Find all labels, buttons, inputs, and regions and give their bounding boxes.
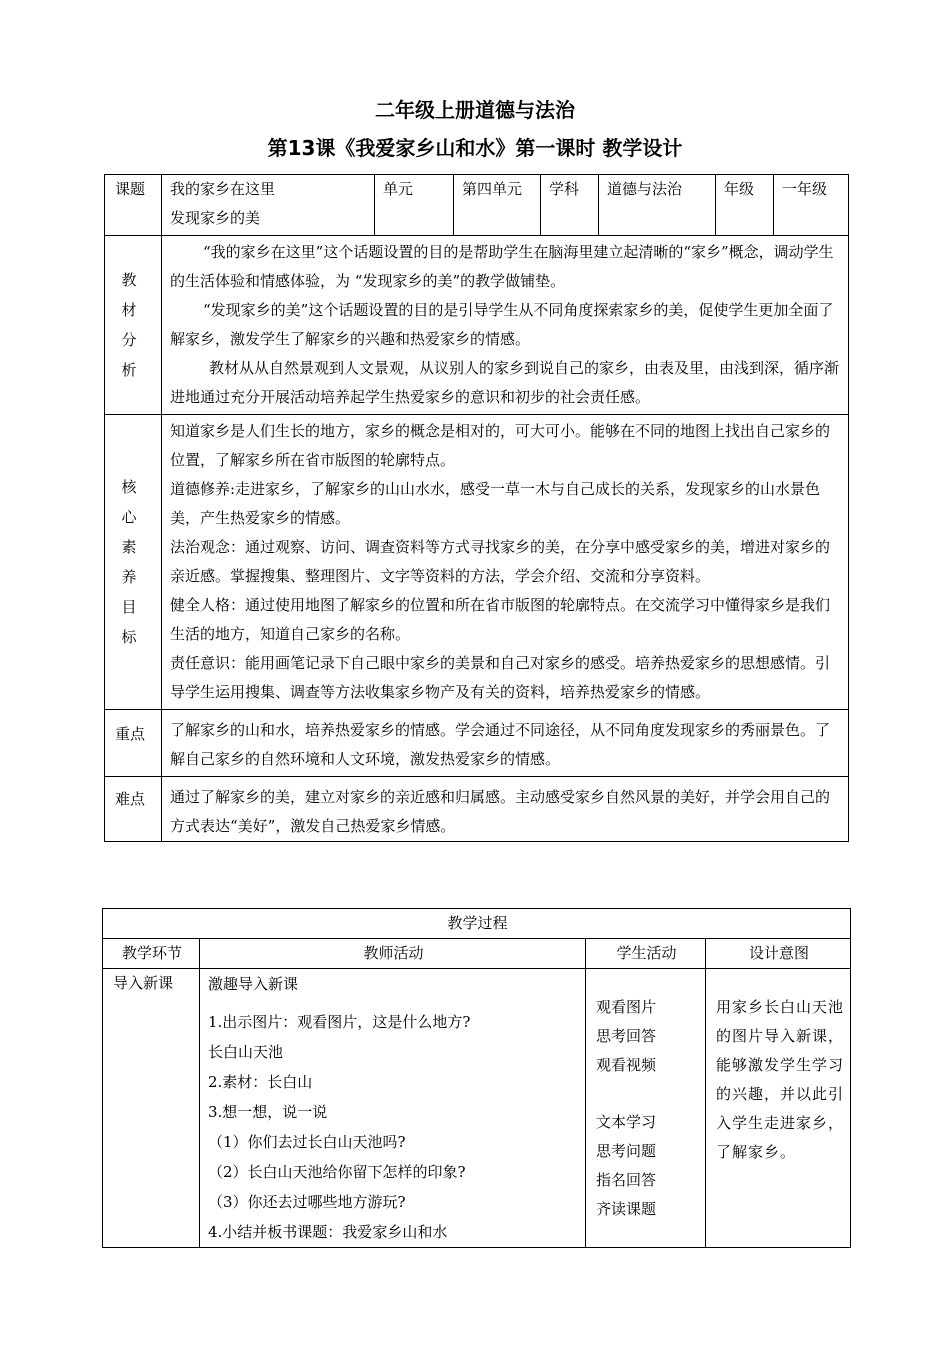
analysis-paragraph: 教材从从自然景观到人文景观，从议别人的家乡到说自己的家乡，由表及里，由浅到深，循序渐进地通过充分开展活动培养起学生热爱家乡的意识和初步的社会责任感。: [170, 359, 840, 406]
subject-label: 学科: [541, 175, 599, 236]
analysis-content: [162, 236, 849, 415]
goal-paragraph: 法治观念：通过观察、访问、调查资料等方式寻找家乡的美，在分享中感受家乡的美，增进对家乡的亲近感。掌握搜集、整理图片、文字等资料的方法，学会介绍、交流和分享资料。: [170, 538, 831, 585]
key-points-text: 了解家乡的山和水，培养热爱家乡的情感。学会通过不同途径，从不同角度发现家乡的秀丽景色。了解自己家乡的自然环境和人文环境，激发热爱家乡的情感。: [162, 710, 849, 777]
goal-paragraph: 道德修养:走进家乡，了解家乡的山山水水，感受一草一木与自己成长的关系，发现家乡的山水景色美，产生热爱家乡的情感。: [170, 480, 821, 527]
analysis-label-line: 教 材: [121, 271, 145, 319]
process-header-teacher: 教师活动: [200, 939, 586, 969]
design-intent: 用家乡长白山天池的图片导入新课，能够激发学生学习的兴趣，并以此引入学生走进家乡，了解家乡。: [706, 969, 851, 1248]
analysis-label: [105, 236, 162, 415]
goals-label-line: 核 心: [121, 478, 145, 526]
student-activity: [586, 969, 706, 1248]
teacher-line: 1.出示图片：观看图片，这是什么地方?: [208, 1013, 471, 1031]
difficulties-label: 难点: [105, 777, 162, 842]
goal-paragraph: 知道家乡是人们生长的地方，家乡的概念是相对的，可大可小。能够在不同的地图上找出自己家乡的位置，了解家乡所在省市版图的轮廓特点。: [170, 422, 831, 469]
topic-label: 课题: [105, 175, 162, 236]
analysis-paragraph: “我的家乡在这里”这个话题设置的目的是帮助学生在脑海里建立起清晰的“家乡”概念，调动学生的生活体验和情感体验，为 “发现家乡的美”的教学做铺垫。: [170, 243, 834, 290]
teacher-line: 2.素材：长白山: [208, 1073, 313, 1091]
process-header-intent: 设计意图: [706, 939, 851, 969]
topic-line: 发现家乡的美: [170, 209, 261, 227]
goal-paragraph: 健全人格：通过使用地图了解家乡的位置和所在省市版图的轮廓特点。在交流学习中懂得家乡是我们生活的地方，知道自己家乡的名称。: [170, 596, 831, 643]
goals-label: [105, 415, 162, 710]
stage-name: 导入新课: [103, 969, 200, 1248]
teacher-line: （3）你还去过哪些地方游玩?: [208, 1193, 406, 1211]
goal-paragraph: 责任意识：能用画笔记录下自己眼中家乡的美景和自己对家乡的感受。培养热爱家乡的思想感情。引导学生运用搜集、调查等方法收集家乡物产及有关的资料，培养热爱家乡的情感。: [170, 654, 831, 701]
difficulties-text: 通过了解家乡的美，建立对家乡的亲近感和归属感。主动感受家乡自然风景的美好，并学会用自己的方式表达“美好”，激发自己热爱家乡情感。: [162, 777, 849, 842]
grade-label: 年级: [716, 175, 774, 236]
analysis-paragraph: “发现家乡的美”这个话题设置的目的是引导学生从不同角度探索家乡的美，促使学生更加全面了解家乡，激发学生了解家乡的兴趣和热爱家乡的情感。: [170, 301, 834, 348]
teacher-activity: [200, 969, 586, 1248]
process-header-student: 学生活动: [586, 939, 706, 969]
lesson-info-table: [104, 174, 849, 842]
document-title: 二年级上册道德与法治: [375, 98, 575, 122]
goals-label-line: 素 养: [121, 538, 145, 586]
teacher-line: （2）长白山天池给你留下怎样的印象?: [208, 1163, 466, 1181]
grade-value: 一年级: [774, 175, 849, 236]
unit-label: 单元: [375, 175, 454, 236]
subject-value: 道德与法治: [599, 175, 716, 236]
analysis-label-line: 分 析: [121, 331, 145, 379]
teacher-line: 4.小结并板书课题：我爱家乡山和水: [208, 1223, 448, 1241]
student-line: 思考问题: [596, 1142, 657, 1160]
student-line: 指名回答: [596, 1171, 657, 1189]
teacher-line: 激趣导入新课: [208, 975, 299, 993]
unit-value: 第四单元: [454, 175, 541, 236]
topic-line: 我的家乡在这里: [170, 180, 276, 198]
teaching-process-table: [102, 908, 851, 1248]
key-points-label: 重点: [105, 710, 162, 777]
student-line: 观看图片: [596, 998, 657, 1016]
student-line: 思考回答: [596, 1027, 657, 1045]
goals-label-line: 目 标: [121, 598, 145, 646]
teacher-line: （1）你们去过长白山天池吗?: [208, 1133, 406, 1151]
student-line: 观看视频: [596, 1056, 657, 1074]
student-line: 文本学习: [596, 1113, 657, 1131]
student-line: 齐读课题: [596, 1200, 657, 1218]
teacher-line: 长白山天池: [208, 1043, 284, 1061]
teacher-line: 3.想一想，说一说: [208, 1103, 328, 1121]
goals-content: [162, 415, 849, 710]
topic-value: [162, 175, 375, 236]
process-title: 教学过程: [103, 909, 851, 939]
process-header-stage: 教学环节: [103, 939, 200, 969]
lesson-title: 第13课《我爱家乡山和水》第一课时 教学设计: [267, 136, 683, 160]
